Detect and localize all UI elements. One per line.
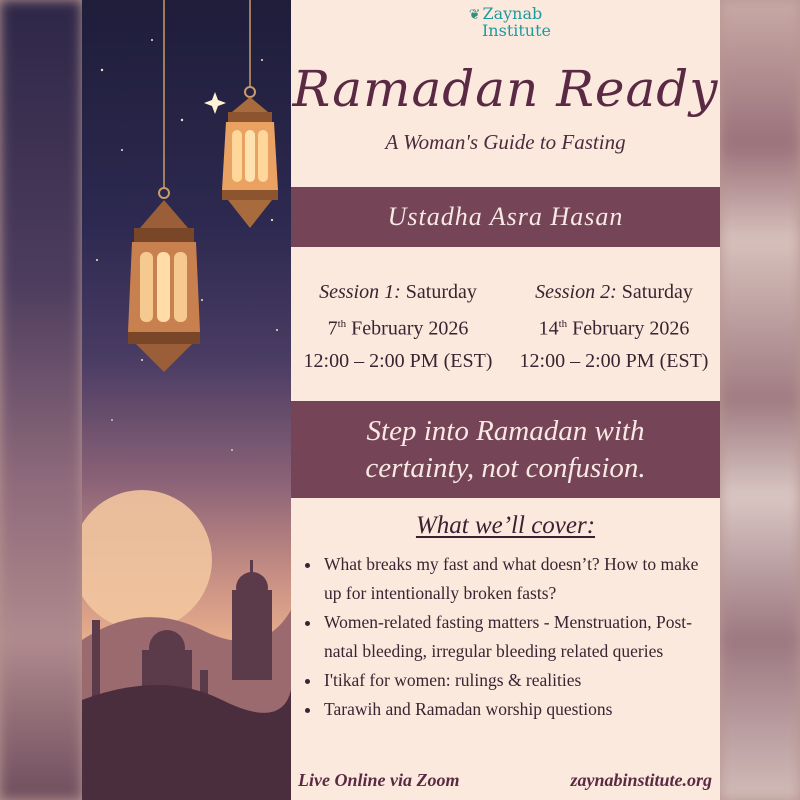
session-date-month: February 2026 bbox=[351, 317, 469, 340]
lantern-icon bbox=[222, 0, 278, 228]
tagline-banner bbox=[291, 401, 720, 498]
lantern-artwork bbox=[82, 0, 291, 800]
session-date-day: 7 bbox=[327, 317, 338, 340]
list-item: • Women-related fasting matters - Menstruation, Post- natal bleeding, irregular bleeding related queries bbox=[322, 608, 716, 666]
list-item: • Tarawih and Ramadan worship questions bbox=[322, 695, 716, 724]
session-day: Saturday bbox=[405, 281, 477, 303]
session-date-suffix: th bbox=[337, 318, 347, 330]
website-link[interactable]: zaynabinstitute.org bbox=[570, 770, 712, 790]
session-time: 12:00 – 2:00 PM (EST) bbox=[519, 349, 709, 372]
session-time: 12:00 – 2:00 PM (EST) bbox=[303, 349, 493, 372]
session-label: Session 1: bbox=[319, 281, 401, 303]
moon-icon bbox=[82, 490, 212, 630]
session-date-suffix: th bbox=[558, 318, 568, 330]
logo-line1: Zaynab bbox=[482, 4, 543, 23]
platform-label: Live Online via Zoom bbox=[298, 770, 460, 790]
tagline-line1: Step into Ramadan with bbox=[366, 415, 645, 447]
sparkle-icon bbox=[204, 92, 226, 114]
session-date-month: February 2026 bbox=[572, 317, 690, 340]
info-panel bbox=[291, 0, 720, 800]
tree-icon: ❦ bbox=[468, 7, 481, 23]
session-date-day: 14 bbox=[538, 317, 559, 340]
lantern-icon bbox=[128, 0, 200, 372]
institute-logo bbox=[291, 6, 720, 38]
page-subtitle: A Woman's Guide to Fasting bbox=[385, 130, 626, 154]
blurred-right-edge bbox=[720, 0, 800, 800]
session-1 bbox=[293, 276, 503, 377]
page-title: Ramadan Ready bbox=[292, 60, 719, 118]
list-item: • What breaks my fast and what doesn’t? How to make up for intentionally broken fasts? bbox=[322, 550, 716, 608]
session-2 bbox=[509, 276, 719, 377]
blurred-left-edge bbox=[0, 0, 82, 800]
instructor-name: Ustadha Asra Hasan bbox=[291, 187, 720, 247]
session-day: Saturday bbox=[621, 281, 693, 303]
session-label: Session 2: bbox=[535, 281, 617, 303]
logo-line2: Institute bbox=[481, 21, 551, 40]
cover-topics-list bbox=[301, 550, 716, 724]
cover-heading: What we’ll cover: bbox=[415, 512, 596, 539]
list-item: • I'tikaf for women: rulings & realities bbox=[322, 666, 716, 695]
tagline-line2: certainty, not confusion. bbox=[365, 452, 646, 484]
night-sky-illustration bbox=[82, 0, 291, 800]
